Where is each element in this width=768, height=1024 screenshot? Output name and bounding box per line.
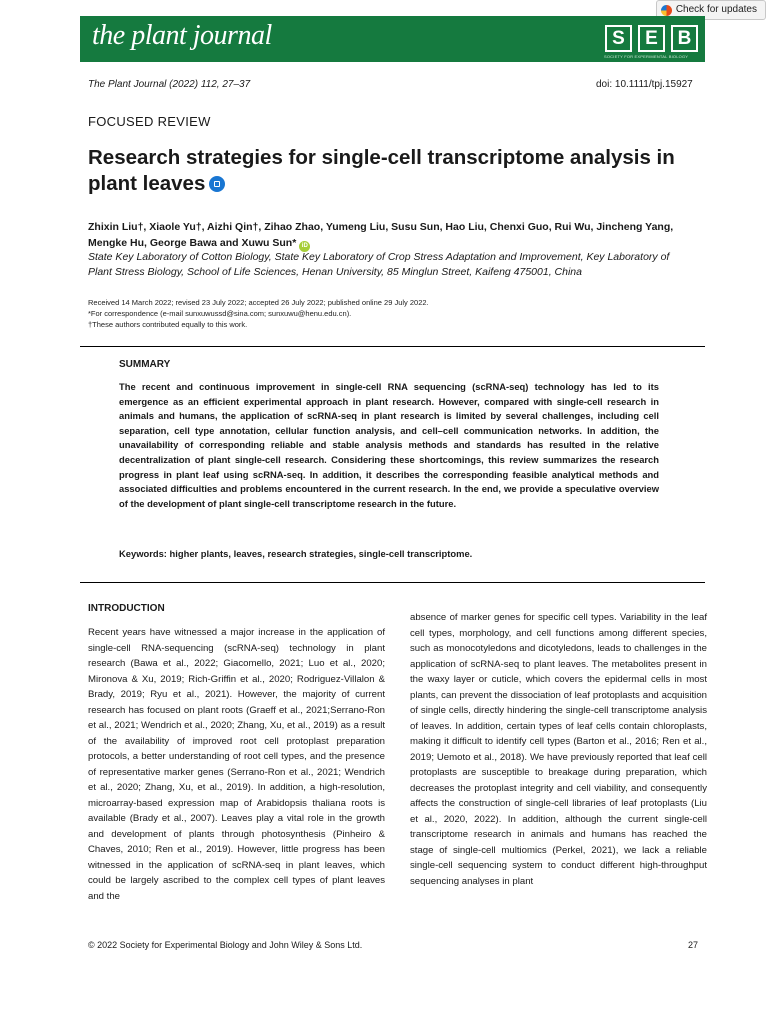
article-title [88,145,688,197]
summary-text: The recent and continuous improvement in single-cell RNA sequencing (scRNA-seq) technology has led to its emergence as an efficient experimental approach in plant research. However, compared with single-cell research in animals and humans, the application of scRNA-seq in plant research is limited by several challenges, including cell separation, cell type annotation, cellular function analysis, and cell–cell communication networks. In addition, the unavailability of corresponding reliable and stable analysis methods and standards has resulted in the relative decentralization of plant single-cell research. Considering these shortcomings, this review summarizes the research progress in plant leaf using scRNA-seq. In addition, it describes the corresponding feasible analytical methods and associated difficulties and problems encountered in the current research. In the end, we provide a speculative overview of the development of plant single-cell transcriptome research in the future. [119,381,659,509]
summary-top-rule [80,346,705,347]
society-letter-e: E [638,25,665,52]
equal-contribution-note: †These authors contributed equally to this work. [88,320,248,329]
citation: The Plant Journal (2022) 112, 27–37 [88,79,251,90]
society-letter-s: S [605,25,632,52]
orcid-icon[interactable]: iD [299,241,310,252]
check-for-updates-label: Check for updates [675,4,757,15]
article-category: FOCUSED REVIEW [88,114,211,129]
affiliation: State Key Laboratory of Cotton Biology, State Key Laboratory of Crop Stress Adaptation and Improvement, Key Laboratory of Plant Stress Biology, School of Life Sciences, Henan University, 85 Minglun Street, Kaifeng 475001, China [88,251,670,278]
correspondence: *For correspondence (e-mail sunxuwussd@sina.com; sunxuwu@henu.edu.cn). [88,309,352,318]
doi-link[interactable]: doi: 10.1111/tpj.15927 [596,79,693,90]
author-list [88,219,688,252]
society-letter-b: B [671,25,698,52]
received-dates: Received 14 March 2022; revised 23 July 2022; accepted 26 July 2022; published online 29 July 2022. [88,298,429,307]
title-text: Research strategies for single-cell transcriptome analysis in plant leaves [88,146,675,195]
crossmark-icon [661,5,672,16]
summary-heading: SUMMARY [119,359,171,370]
keywords: Keywords: higher plants, leaves, research strategies, single-cell transcriptome. [119,548,473,559]
society-subtitle: SOCIETY FOR EXPERIMENTAL BIOLOGY [604,54,689,59]
open-access-icon[interactable] [209,176,225,192]
authors-text: Zhixin Liu†, Xiaole Yu†, Aizhi Qin†, Zihao Zhao, Yumeng Liu, Susu Sun, Hao Liu, Chenxi Guo, Rui Wu, Jincheng Yang, Mengke Hu, George Bawa and Xuwu Sun* [88,221,674,249]
page-number: 27 [688,940,699,950]
body-column-left: Recent years have witnessed a major increase in the application of single-cell RNA-sequencing (scRNA-seq) technology in plant research (Bawa et al., 2022; Giacomello, 2021; Luo et al., 2020; Mironova & Xu, 2019; Rich-Griffin et al., 2020; Rodriguez-Villalon & Brady, 2019; Ryu et al., 2021). However, the majority of current research has focused on plant roots (Graeff et al., 2021;Serrano-Ron et al., 2021; Wendrich et al., 2020; Zhang, Xu, et al., 2019) as a result of the availability of improved root cell protoplast preparation protocols, a better understanding of root cell types, and the presence of representative marker genes (Serrano-Ron et al., 2021; Wendrich et al., 2020; Zhang, Xu, et al., 2019). In addition, a high-resolution, microarray-based expression map of Arabidopsis thaliana roots is available (Brady et al., 2007). Leaves play a vital role in the growth and development of plants through photosynthesis (Pinheiro & Chaves, 2010; Ren et al., 2019). However, little progress has been witnessed in the application of scRNA-seq in plant leaves, which could be largely ascribed to the complex cell types of plant leaves and the [88,627,385,902]
summary-bottom-rule [80,582,705,583]
copyright: © 2022 Society for Experimental Biology and John Wiley & Sons Ltd. [88,940,363,950]
journal-logo: the plant journal [92,20,272,51]
body-column-right: absence of marker genes for specific cell types. Variability in the leaf cell types, morphology, and cell functions among different species, such as monocotyledons and dicotyledons, leads to challenges in the application of scRNA-seq to plant leaves. The metabolites present in the waxy layer or cuticle, which covers the epidermal cells in most plants, can prevent the dissociation of leaf protoplasts and acquisition of single cells, directly hindering the single-cell transcriptome analysis of leaves. In addition, certain types of leaf cells contain chloroplasts, making it difficult to identify cell types (Barton et al., 2016; Ren et al., 2019; Uemoto et al., 2018). We have previously reported that leaf cell protoplasts are susceptible to breakage during preparation, which decreases the protoplast integrity and cell viability, and consequently affects the construction of single-cell libraries of leaf protoplasts (Liu et al., 2020, 2022). In addition, although the current single-cell transcriptome research in animals and humans has reached the stage of single-cell multiomics (Perkel, 2021), we lack a reliable single-cell sequencing system to conduct different high-throughput sequencing analyses in plant [410,612,707,887]
introduction-heading: INTRODUCTION [88,603,165,614]
